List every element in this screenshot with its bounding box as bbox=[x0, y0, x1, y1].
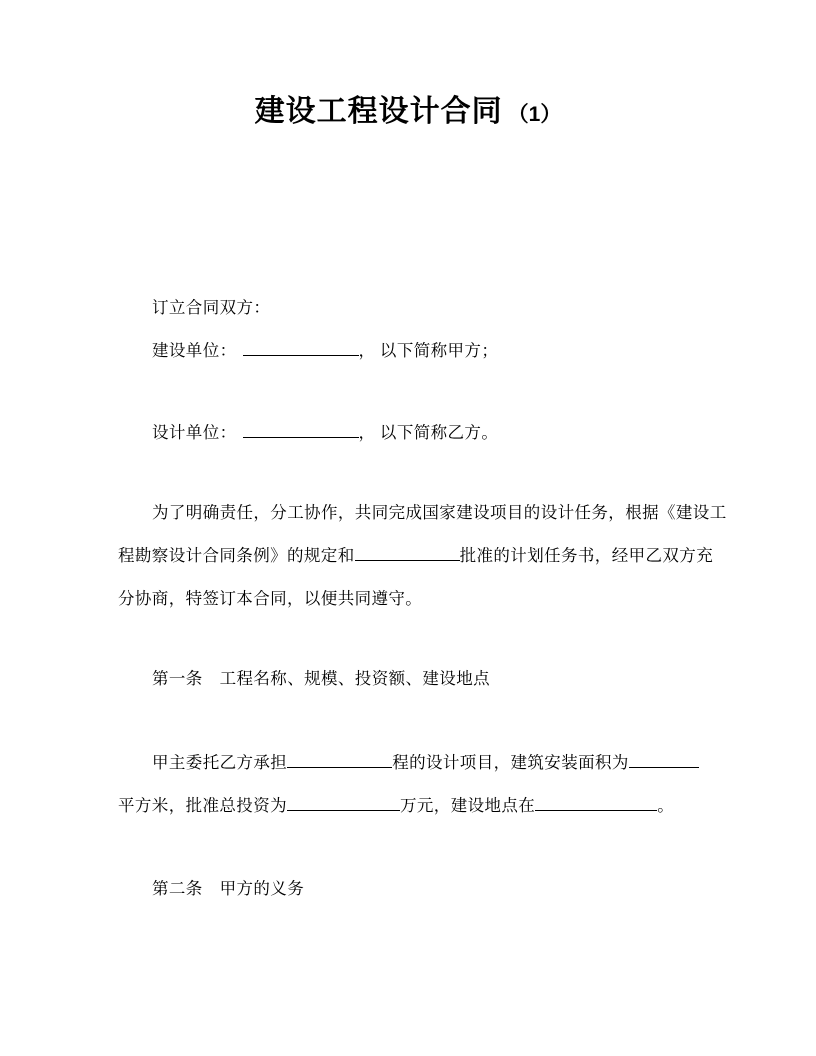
area-blank-field bbox=[629, 753, 699, 768]
article-1-body-line-2 bbox=[118, 795, 674, 817]
party-a-label: 建设单位： bbox=[152, 341, 237, 360]
preamble-line-2 bbox=[118, 545, 713, 567]
party-a-blank-field bbox=[243, 341, 359, 356]
approver-blank-field bbox=[355, 546, 460, 561]
article-1-line-2-end: 。 bbox=[657, 796, 675, 815]
document-title bbox=[0, 92, 816, 137]
party-b-after: ， 以下简称乙方。 bbox=[358, 423, 499, 442]
article-1-heading: 第一条 工程名称、规模、投资额、建设地点 bbox=[152, 669, 490, 688]
article-1-body-line-1 bbox=[152, 752, 699, 774]
article-2-heading: 第二条 甲方的义务 bbox=[152, 879, 305, 898]
document-title-number: （1） bbox=[507, 103, 562, 126]
investment-blank-field bbox=[287, 796, 400, 811]
article-1-line-1-mid: 程的设计项目，建筑安装面积为 bbox=[392, 753, 629, 772]
preamble-line-1: 为了明确责任，分工协作，共同完成国家建设项目的设计任务，根据《建设工 bbox=[152, 503, 727, 522]
party-a-after: ， 以下简称甲方； bbox=[358, 341, 499, 360]
party-b-blank-field bbox=[243, 423, 359, 438]
article-1-line-1-pre: 甲主委托乙方承担 bbox=[152, 753, 288, 772]
preamble-line-2-post: 批准的计划任务书，经甲乙双方充 bbox=[459, 546, 714, 565]
location-blank-field bbox=[535, 796, 657, 811]
article-1-line-2-pre: 平方米，批准总投资为 bbox=[118, 796, 287, 815]
preamble-line-3: 分协商，特签订本合同，以便共同遵守。 bbox=[118, 589, 423, 608]
preamble-line-2-pre: 程勘察设计合同条例》的规定和 bbox=[118, 546, 355, 565]
party-a-line bbox=[152, 340, 498, 362]
project-name-blank-field bbox=[287, 753, 392, 768]
document-title-text: 建设工程设计合同 bbox=[254, 95, 503, 128]
party-b-line bbox=[152, 422, 498, 444]
party-b-label: 设计单位： bbox=[152, 423, 237, 442]
article-1-line-2-mid: 万元，建设地点在 bbox=[400, 796, 536, 815]
intro-line: 订立合同双方： bbox=[152, 298, 271, 317]
